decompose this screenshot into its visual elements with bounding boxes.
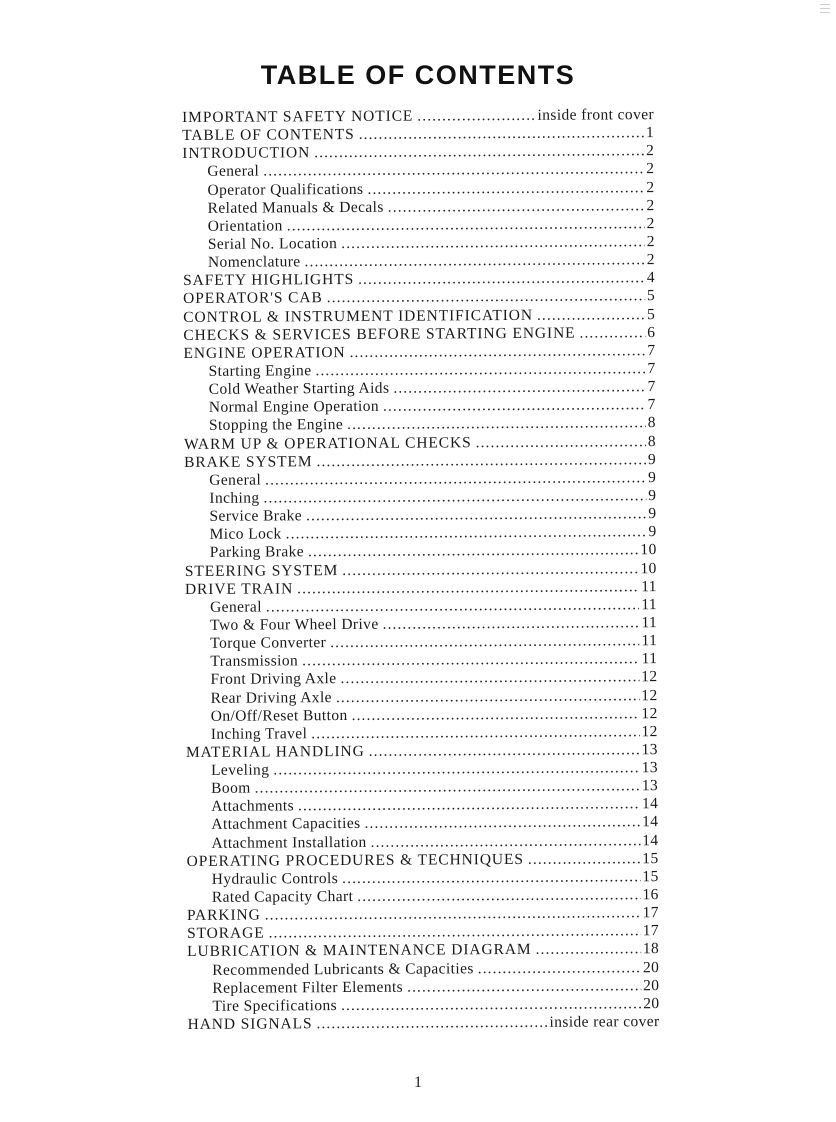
dot-leader (358, 269, 645, 289)
toc-entry-title: Attachment Installation (211, 833, 367, 852)
dot-leader (304, 251, 644, 271)
dot-leader (297, 578, 639, 598)
toc-entry-title: MATERIAL HANDLING (185, 742, 365, 761)
dot-leader (265, 904, 641, 924)
toc-entry-title: Inching (209, 489, 260, 507)
dot-leader (369, 741, 640, 761)
dot-leader (537, 306, 645, 325)
toc-entry-page: 20 (643, 994, 660, 1013)
dot-leader (327, 288, 645, 308)
toc-entry-title: STORAGE (186, 924, 265, 943)
dot-leader (255, 777, 640, 798)
dot-leader (393, 378, 645, 398)
toc-entry-title: Inching Travel (210, 725, 308, 743)
toc-entry-page: 9 (648, 523, 657, 541)
dot-leader (330, 632, 639, 652)
toc-entry-title: Hydraulic Controls (211, 869, 339, 888)
dot-leader (315, 360, 645, 380)
toc-entry-title: DRIVE TRAIN (184, 579, 294, 598)
dot-leader (266, 596, 640, 616)
toc-entry-title: Tire Specifications (212, 996, 338, 1015)
toc-entry-page: 2 (646, 160, 655, 178)
dot-leader (579, 324, 645, 343)
toc-entry-page: 17 (642, 904, 659, 922)
toc-entry-title: General (209, 598, 262, 616)
toc-entry-page: 11 (641, 614, 658, 632)
toc-entry-page: 14 (642, 813, 659, 831)
toc-entry-page: 2 (646, 178, 655, 196)
dot-leader (302, 650, 640, 670)
toc-entry-page: 5 (646, 287, 656, 305)
toc-entry-page: 7 (647, 360, 656, 378)
dot-leader (286, 523, 647, 543)
toc-entry-title: Operator Qualifications (207, 180, 364, 199)
toc-entry-title: Attachments (211, 797, 295, 816)
dot-leader (407, 977, 641, 997)
dot-leader (476, 433, 646, 452)
dot-leader (268, 923, 640, 943)
toc-entry-page: 5 (647, 305, 656, 323)
toc-entry-page: 10 (640, 541, 657, 559)
toc-entry-page: 2 (646, 233, 655, 251)
toc-entry-title: Cold Weather Starting Aids (208, 379, 390, 398)
toc-entry-page: 8 (647, 432, 657, 450)
dot-leader (316, 1014, 547, 1034)
toc-entry-page: 14 (642, 831, 659, 849)
dot-leader (478, 959, 641, 978)
toc-entry-page: 13 (641, 741, 658, 759)
toc-entry-page: 15 (642, 849, 659, 867)
toc-entry-title: Recommended Lubricants & Capacities (212, 959, 474, 979)
toc-entry-page: 9 (648, 487, 657, 505)
dot-leader (388, 197, 645, 217)
toc-entry-title: IMPORTANT SAFETY NOTICE (182, 107, 414, 126)
toc-entry-title: Transmission (210, 652, 299, 671)
toc-entry-page: 6 (647, 323, 656, 341)
toc-entry-title: CONTROL & INSTRUMENT IDENTIFICATION (183, 306, 533, 326)
toc-entry-title: Serial No. Location (207, 235, 338, 253)
toc-entry-page: 11 (641, 577, 657, 595)
toc-entry-page: 7 (647, 341, 656, 359)
toc-entry-page: 11 (641, 650, 658, 668)
toc-entry-title: Attachment Capacities (211, 815, 361, 834)
dot-leader (367, 179, 644, 199)
dot-leader (357, 886, 640, 906)
toc-entry-page: 8 (647, 414, 656, 432)
toc-entry-page: 9 (647, 450, 657, 468)
dot-leader (341, 233, 645, 253)
toc-entry-page: 18 (642, 940, 660, 958)
toc-entry-page: 15 (642, 868, 659, 886)
toc-entry-title: Parking Brake (209, 543, 305, 562)
dot-leader (298, 796, 640, 816)
dot-leader (273, 759, 639, 779)
toc-entry-page: 12 (641, 668, 658, 686)
dot-leader (311, 723, 639, 743)
toc-entry-title: Mico Lock (209, 525, 282, 544)
toc-entry-page: 12 (641, 722, 658, 740)
toc-entry-title: STEERING SYSTEM (184, 561, 339, 580)
toc-entry-title: Nomenclature (207, 253, 301, 271)
toc-entry-title: General (209, 471, 262, 489)
toc-entry-page: 2 (646, 196, 655, 214)
toc-entry-title: Related Manuals & Decals (207, 198, 384, 217)
dot-leader (417, 107, 535, 126)
toc-entry-page: 2 (646, 214, 655, 233)
toc-entry-title: Leveling (210, 761, 270, 779)
toc-entry-page: 10 (640, 559, 657, 577)
toc-entry-title: Starting Engine (208, 362, 312, 380)
dot-leader (347, 415, 646, 435)
toc-entry-page: 14 (641, 795, 659, 813)
toc-entry-page: 7 (647, 396, 656, 414)
dot-leader (536, 941, 641, 960)
toc-entry-title: OPERATOR'S CAB (183, 289, 323, 308)
toc-entry-page: 11 (641, 595, 658, 614)
dot-leader (342, 560, 638, 580)
toc-entry-page: 9 (648, 505, 657, 523)
toc-entry-page: 20 (642, 958, 660, 976)
toc-entry-page: 1 (645, 124, 655, 142)
toc-entry-title: LUBRICATION & MAINTENANCE DIAGRAM (187, 941, 532, 961)
table-of-contents (182, 106, 660, 1034)
dot-leader (314, 142, 644, 162)
dot-leader (265, 469, 646, 489)
toc-entry-title: Two & Four Wheel Drive (210, 615, 379, 634)
toc-entry-title: On/Off/Reset Button (210, 706, 348, 725)
toc-entry-title: Stopping the Engine (208, 416, 344, 435)
dot-leader (383, 614, 640, 634)
toc-entry-title: INTRODUCTION (182, 144, 311, 163)
toc-entry-page: 12 (641, 686, 658, 704)
toc-entry-page: 11 (641, 632, 658, 650)
dot-leader (341, 995, 641, 1015)
toc-entry-title: Replacement Filter Elements (212, 978, 404, 997)
dot-leader (287, 215, 645, 235)
toc-entry-title: Torque Converter (210, 634, 327, 652)
dot-leader (308, 542, 638, 562)
dot-leader (364, 814, 640, 834)
toc-entry-title: Orientation (207, 217, 283, 235)
toc-entry-title: HAND SIGNALS (187, 1015, 313, 1034)
toc-entry-title: Normal Engine Operation (208, 398, 380, 417)
toc-entry-page: 7 (647, 378, 656, 396)
toc-entry-page: 2 (646, 251, 655, 269)
dot-leader (306, 505, 646, 525)
toc-entry-title: Boom (211, 779, 251, 798)
dot-leader (352, 705, 640, 725)
dot-leader (528, 850, 640, 869)
toc-entry-page: 12 (641, 704, 658, 722)
toc-entry-title: SAFETY HIGHLIGHTS (182, 271, 355, 290)
toc-entry-page: 2 (646, 142, 655, 160)
dot-leader (336, 687, 639, 707)
toc-entry-page: 20 (642, 976, 660, 994)
page-number: 1 (414, 1074, 422, 1091)
dot-leader (383, 396, 646, 416)
toc-entry-title: Rear Driving Axle (210, 688, 332, 707)
dot-leader (371, 832, 641, 852)
toc-entry-page: inside rear cover (549, 1013, 660, 1031)
toc-entry-title: Rated Capacity Chart (211, 888, 354, 906)
toc-entry-title: Front Driving Axle (210, 670, 337, 689)
toc-entry-page: inside front cover (537, 106, 655, 124)
toc-entry-page: 9 (648, 468, 657, 486)
dot-leader (350, 342, 646, 362)
dot-leader (263, 487, 646, 507)
toc-entry-page: 16 (642, 886, 659, 904)
toc-entry-title: Service Brake (209, 507, 303, 525)
dot-leader (340, 669, 639, 689)
toc-entry-page: 4 (646, 269, 656, 287)
toc-entry-title: General (207, 162, 260, 181)
toc-entry-page: 13 (641, 759, 659, 777)
dot-leader (263, 161, 644, 181)
toc-entry-page: 17 (642, 922, 660, 940)
toc-entry-title: WARM UP & OPERATIONAL CHECKS (183, 433, 472, 453)
toc-entry-title: BRAKE SYSTEM (184, 452, 313, 471)
toc-entry-title: PARKING (186, 906, 261, 925)
toc-entry-title: CHECKS & SERVICES BEFORE STARTING ENGINE (183, 324, 576, 344)
toc-entry-title: TABLE OF CONTENTS (182, 126, 355, 145)
toc-entry-title: OPERATING PROCEDURES & TECHNIQUES (186, 850, 524, 870)
toc-section-entry (188, 1013, 660, 1034)
dot-leader (316, 451, 646, 471)
scan-corner-mark (820, 4, 830, 16)
toc-entry-title: ENGINE OPERATION (183, 343, 346, 362)
dot-leader (342, 868, 640, 888)
toc-entry-page: 13 (641, 777, 659, 795)
dot-leader (359, 124, 644, 144)
page-title: TABLE OF CONTENTS (260, 60, 576, 91)
